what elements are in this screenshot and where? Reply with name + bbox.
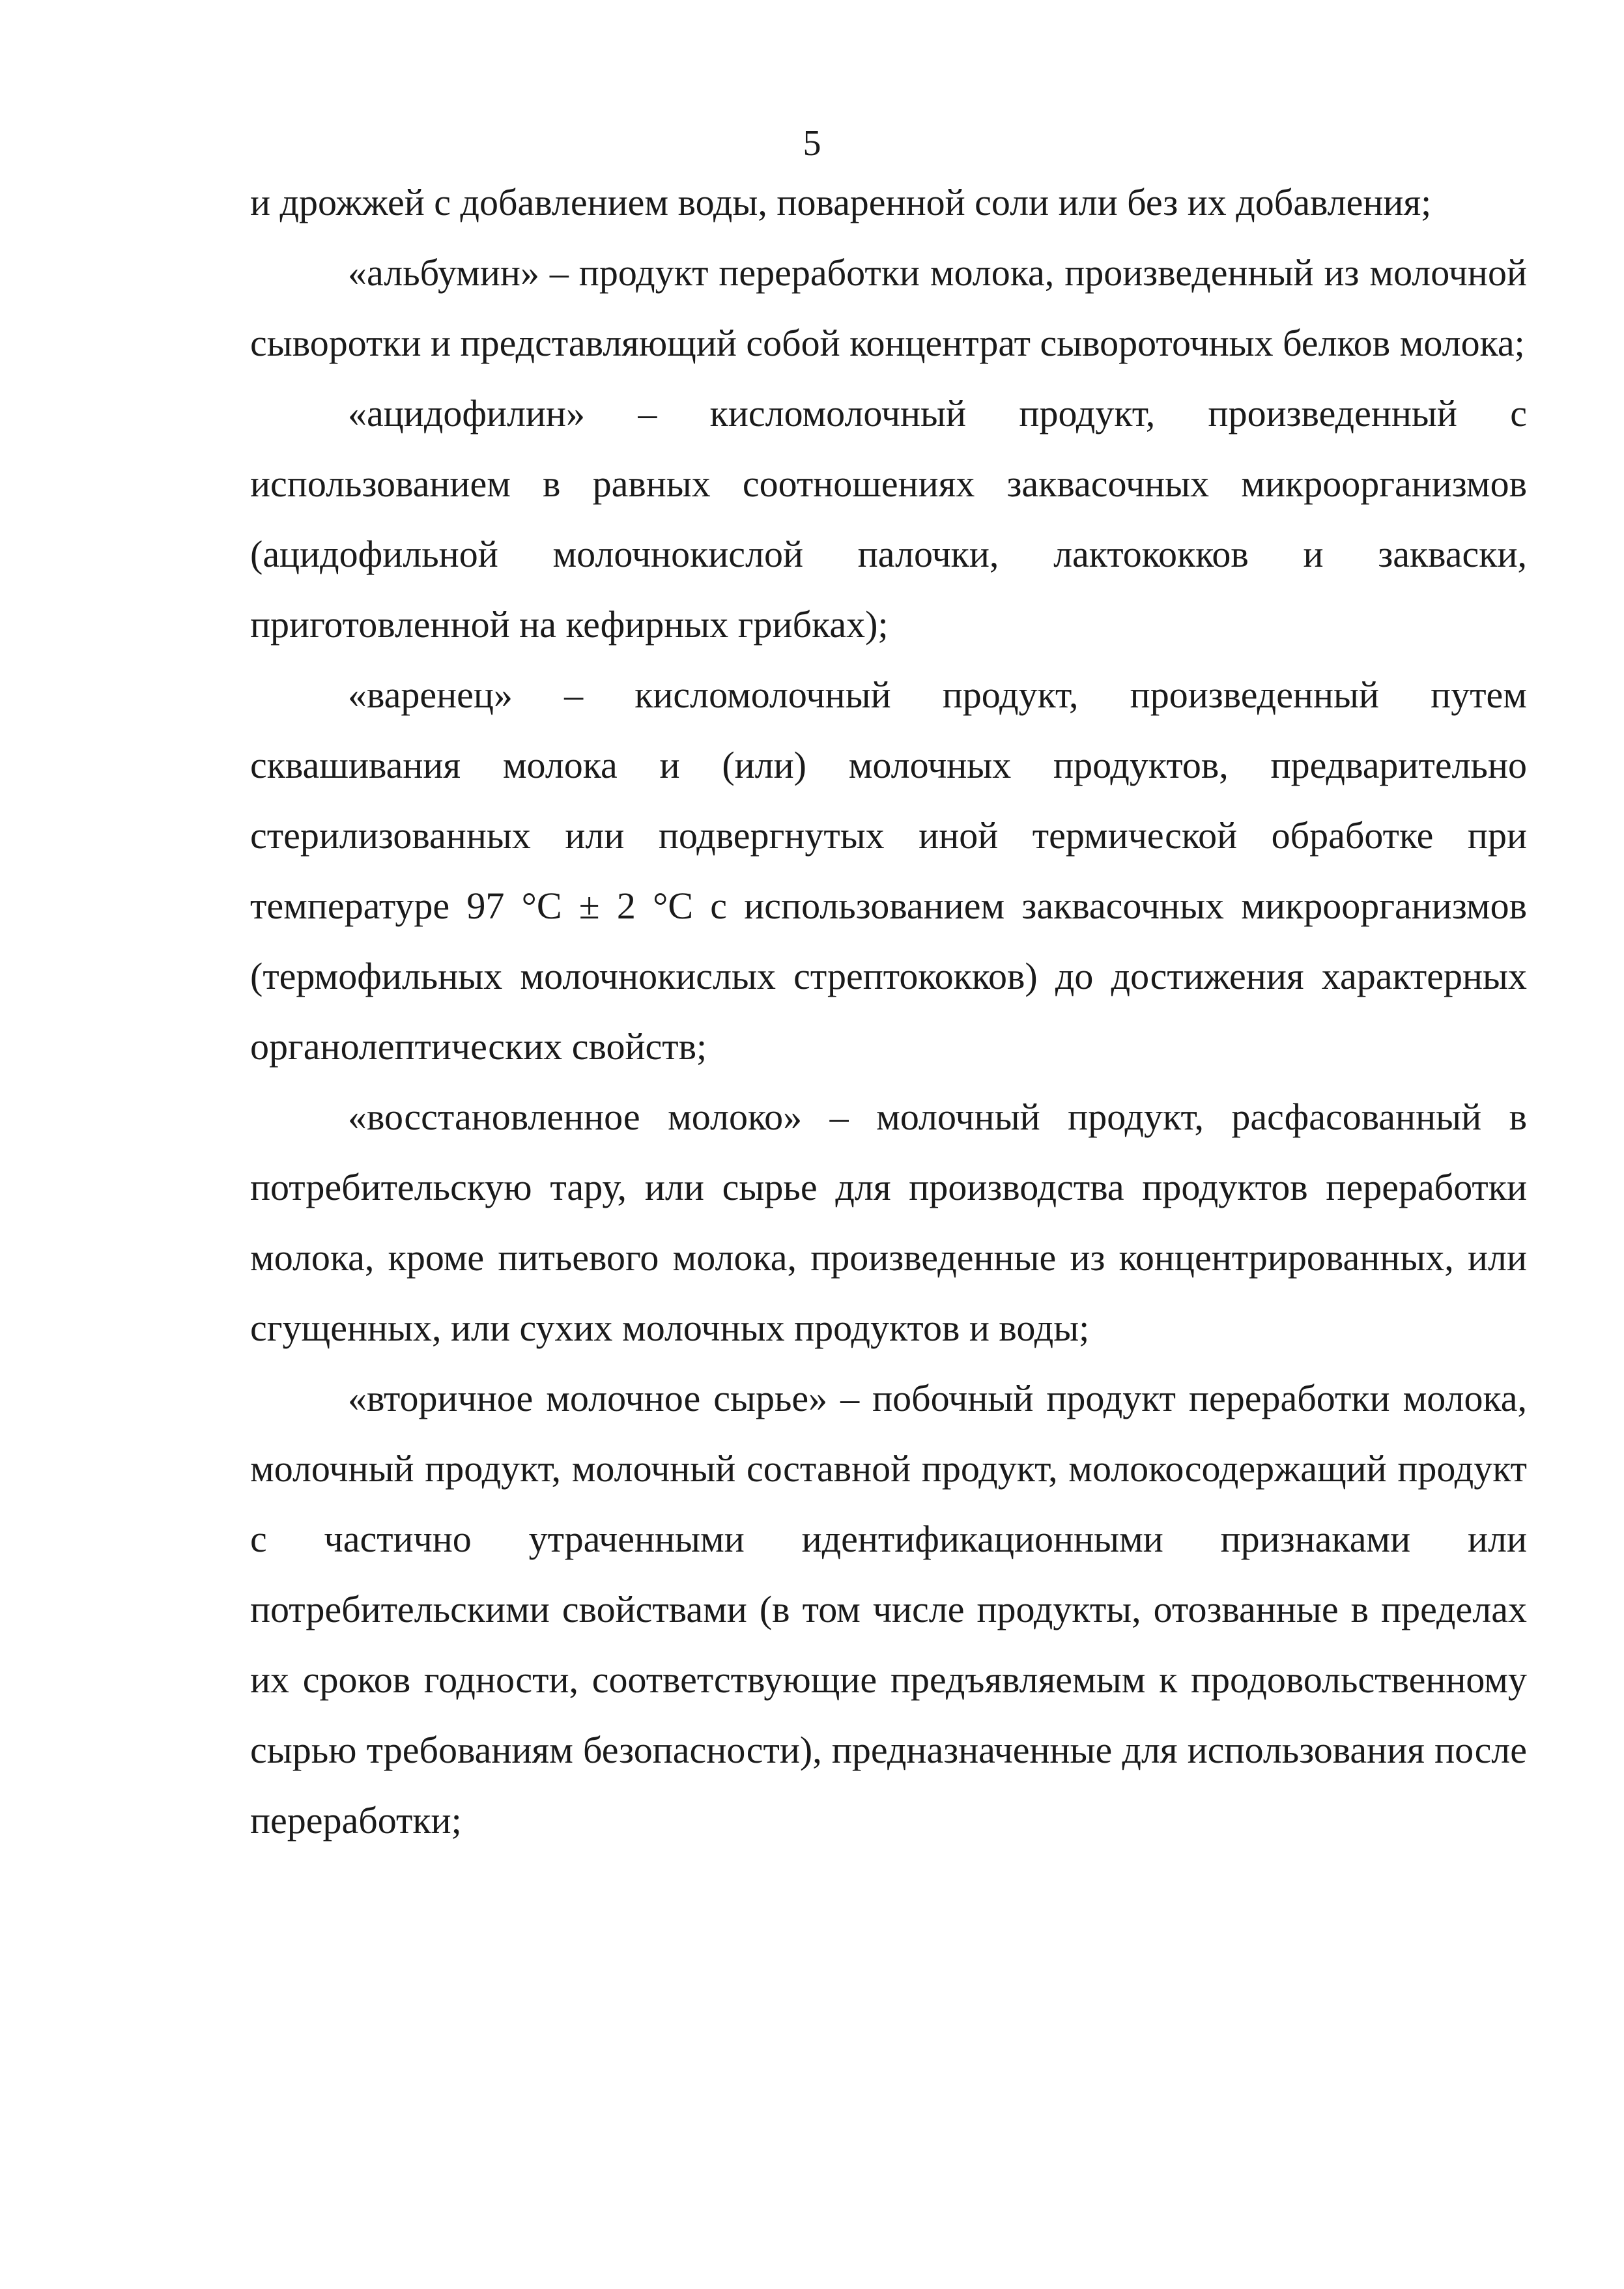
- paragraph-continuation: и дрожжей с добавлением воды, поваренной соли или без их добавления;: [250, 181, 1432, 223]
- page-number: 5: [803, 123, 821, 164]
- paragraph-reconstituted-milk: «восстановленное молоко» – молочный продукт, расфасованный в потребительскую тару, или сырье для производства продуктов переработки молока, кроме питьевого молока, произведенные из концентрированных, или сгущенных, или сухих молочных продуктов и воды;: [250, 1096, 1527, 1349]
- paragraph-secondary-dairy-raw-material: «вторичное молочное сырье» – побочный продукт переработки молока, молочный продукт, молочный составной продукт, молокосодержащий продукт с частично утраченными идентификационными признаками или потребительскими свойствами (в том числе продукты, отозванные в пределах их сроков годности, соответствующие предъявляемым к продовольственному сырью требованиям безопасности), предназначенные для использования после переработки;: [250, 1377, 1527, 1841]
- paragraph-albumin: «альбумин» – продукт переработки молока, произведенный из молочной сыворотки и представляющий собой концентрат сывороточных белков молока;: [250, 251, 1527, 364]
- paragraph-acidophilin: «ацидофилин» – кисломолочный продукт, произведенный с использованием в равных соотношениях заквасочных микроорганизмов (ацидофильной молочнокислой палочки, лактококков и закваски, приготовленной на кефирных грибках);: [250, 392, 1527, 646]
- paragraph-varenets: «варенец» – кисломолочный продукт, произведенный путем сквашивания молока и (или) молочных продуктов, предварительно стерилизованных или подвергнутых иной термической обработке при температуре 97 °С ± 2 °С с использованием заквасочных микроорганизмов (термофильных молочнокислых стрептококков) до достижения характерных органолептических свойств;: [250, 674, 1527, 1068]
- document-body: [250, 167, 1527, 1856]
